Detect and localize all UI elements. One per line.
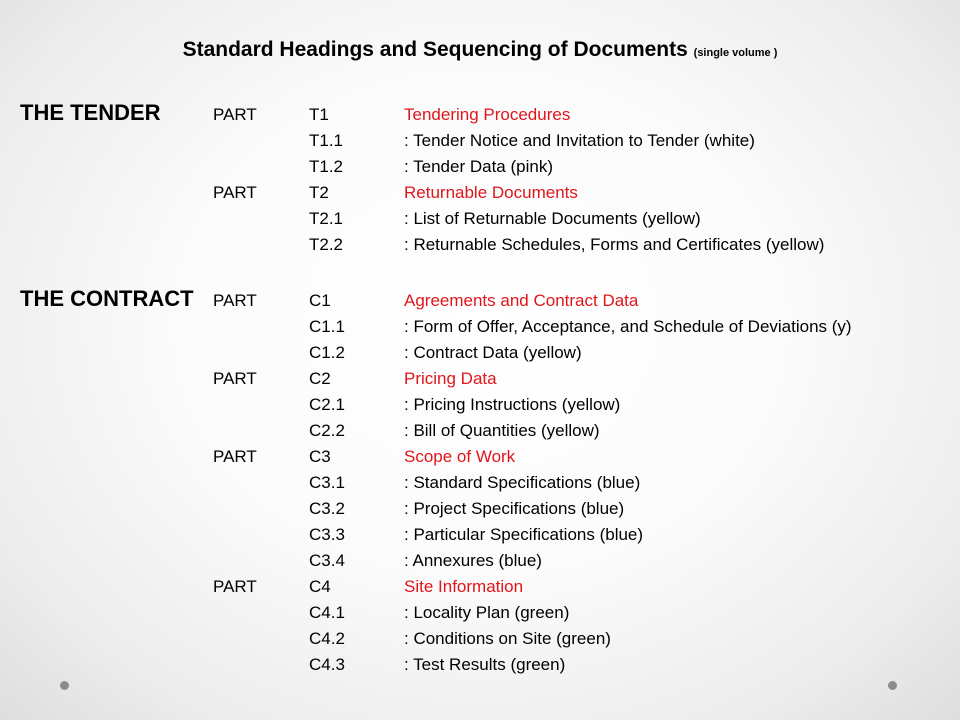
document-code: C4.1 xyxy=(309,603,345,622)
part-title: Agreements and Contract Data xyxy=(404,291,639,310)
title-subtitle: (single volume ) xyxy=(693,47,778,59)
document-item-row xyxy=(0,154,960,180)
document-code: T1.2 xyxy=(309,157,344,176)
part-label: PART xyxy=(213,447,257,466)
document-description: : Project Specifications (blue) xyxy=(404,499,625,518)
part-heading-row xyxy=(0,444,960,470)
document-item-row xyxy=(0,470,960,496)
part-label: PART xyxy=(213,291,257,310)
part-title: Pricing Data xyxy=(404,369,497,388)
part-label: PART xyxy=(213,369,257,388)
part-title: Tendering Procedures xyxy=(404,105,571,124)
document-description: : Pricing Instructions (yellow) xyxy=(404,395,621,414)
document-item-row xyxy=(0,600,960,626)
document-item-row xyxy=(0,652,960,678)
document-description: : Form of Offer, Acceptance, and Schedule of Deviations (y) xyxy=(404,317,852,336)
document-code: C1.1 xyxy=(309,317,345,336)
section-label-tender: THE TENDER xyxy=(20,100,161,125)
document-item-row xyxy=(0,496,960,522)
document-code: C2 xyxy=(309,369,331,388)
part-label: PART xyxy=(213,577,257,596)
part-title: Site Information xyxy=(404,577,524,596)
document-item-row xyxy=(0,128,960,154)
document-item-row xyxy=(0,392,960,418)
document-code: C1 xyxy=(309,291,331,310)
part-heading-row xyxy=(0,366,960,392)
document-item-row xyxy=(0,522,960,548)
document-description: : Conditions on Site (green) xyxy=(404,629,611,648)
tender-rows xyxy=(0,102,960,258)
document-code: T1.1 xyxy=(309,131,344,150)
document-description: : Annexures (blue) xyxy=(404,551,542,570)
slide-title xyxy=(0,38,960,62)
document-description: : Standard Specifications (blue) xyxy=(404,473,641,492)
part-label: PART xyxy=(213,183,257,202)
document-code: C2.1 xyxy=(309,395,345,414)
document-item-row xyxy=(0,548,960,574)
document-code: C2.2 xyxy=(309,421,345,440)
document-description: : Locality Plan (green) xyxy=(404,603,570,622)
document-item-row xyxy=(0,314,960,340)
document-description: : List of Returnable Documents (yellow) xyxy=(404,209,701,228)
document-description: : Contract Data (yellow) xyxy=(404,343,582,362)
document-code: C3.2 xyxy=(309,499,345,518)
document-item-row xyxy=(0,340,960,366)
document-description: : Tender Data (pink) xyxy=(404,157,553,176)
document-code: T2.1 xyxy=(309,209,344,228)
document-item-row xyxy=(0,206,960,232)
part-label: PART xyxy=(213,105,257,124)
document-code: C4.3 xyxy=(309,655,345,674)
title-main: Standard Headings and Sequencing of Documents xyxy=(182,38,688,61)
part-heading-row xyxy=(0,574,960,600)
document-code: T2.2 xyxy=(309,235,344,254)
contract-rows xyxy=(0,288,960,678)
document-item-row xyxy=(0,626,960,652)
slide-dot-right xyxy=(888,681,897,690)
document-code: T1 xyxy=(309,105,329,124)
document-description: : Particular Specifications (blue) xyxy=(404,525,644,544)
slide-dot-left xyxy=(60,681,69,690)
document-code: C3.4 xyxy=(309,551,345,570)
part-heading-row xyxy=(0,180,960,206)
document-description: : Returnable Schedules, Forms and Certificates (yellow) xyxy=(404,235,825,254)
document-description: : Test Results (green) xyxy=(404,655,566,674)
document-code: C4.2 xyxy=(309,629,345,648)
document-item-row xyxy=(0,232,960,258)
document-code: C3.1 xyxy=(309,473,345,492)
document-description: : Tender Notice and Invitation to Tender (white) xyxy=(404,131,755,150)
document-code: C1.2 xyxy=(309,343,345,362)
document-code: C4 xyxy=(309,577,331,596)
part-heading-row xyxy=(0,102,960,128)
part-title: Scope of Work xyxy=(404,447,516,466)
document-item-row xyxy=(0,418,960,444)
part-heading-row xyxy=(0,288,960,314)
document-code: C3 xyxy=(309,447,331,466)
part-title: Returnable Documents xyxy=(404,183,578,202)
document-code: C3.3 xyxy=(309,525,345,544)
document-code: T2 xyxy=(309,183,329,202)
section-label-contract: THE CONTRACT xyxy=(20,286,194,311)
document-description: : Bill of Quantities (yellow) xyxy=(404,421,600,440)
